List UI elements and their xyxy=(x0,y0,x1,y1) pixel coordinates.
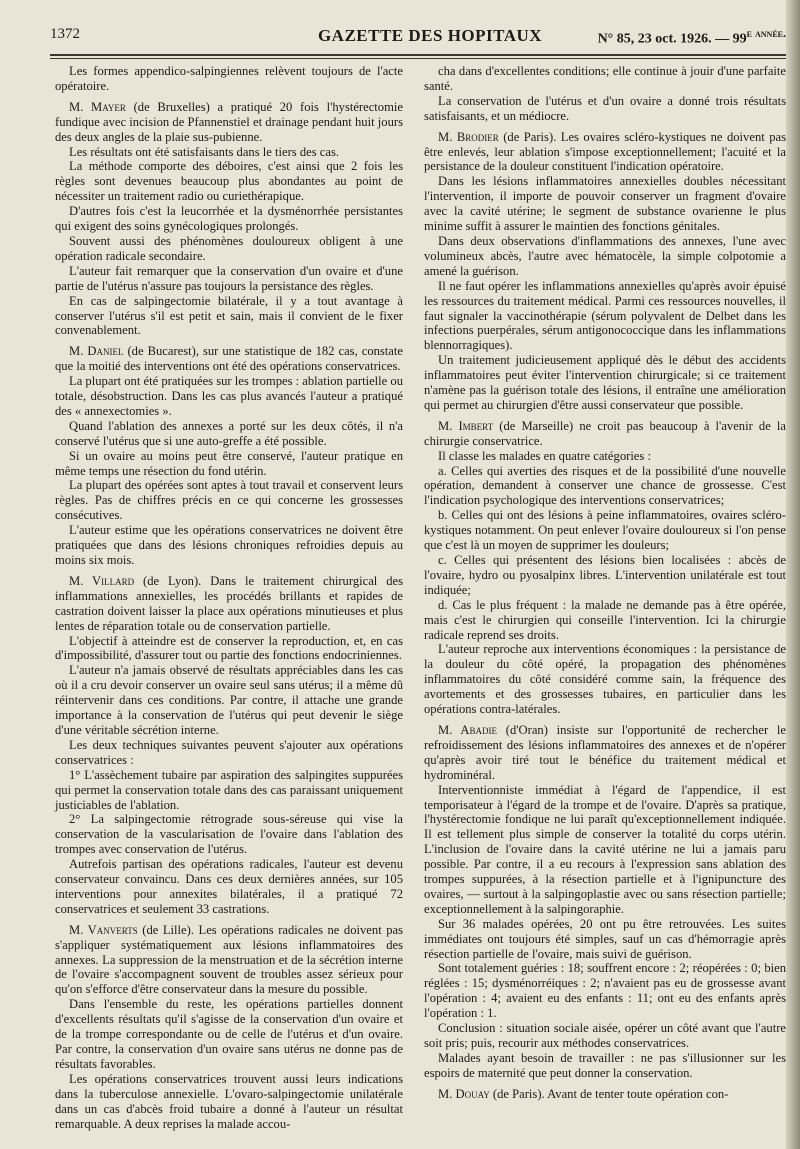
issue-info xyxy=(598,26,786,48)
paragraph xyxy=(424,1051,786,1081)
paragraph-text: (de Paris). Avant de tenter toute opération con- xyxy=(489,1086,729,1101)
paragraph-text: Autrefois partisan des opérations radicales, l'auteur est devenu conservateur convaincu. Dans ces deux dernières années, sur 105 interventions pour annexites bilatérales, il a pratiqué 72 conservatrices et seulement 33 castrations. xyxy=(55,857,403,916)
paragraph xyxy=(424,508,786,553)
paragraph xyxy=(424,464,786,509)
paragraph xyxy=(424,1087,786,1102)
paragraph-text: L'auteur estime que les opérations conservatrices ne doivent être pratiquées que dans des lésions chroniques refroidies depuis au moins six mois. xyxy=(55,523,403,567)
paragraph-text: (de Bruxelles) a pratiqué 20 fois l'hystérectomie fundique avec incision de Pfannenstiel et drainage pendant huit jours des deux angles de la plaie sus-pubienne. xyxy=(55,99,403,144)
paragraph xyxy=(424,917,786,962)
author-name: M. Abadie xyxy=(438,722,498,737)
paragraph-text: Dans les lésions inflammatoires annexielles doubles nécessitant l'intervention, il importe de pouvoir conserver un fragment d'ovaire avec la cavité utérine; le segment de substance ovarienne le plus minime suffit à assurer le maintien des fonctions génitales. xyxy=(424,174,786,234)
paragraph-text: (d'Oran) insiste sur l'opportunité de rechercher le refroidissement des lésions inflammatoires des annexes et de n'opérer qu'après avoir tiré tout le bénéfice du traitement médical et hydrominéral. xyxy=(424,722,786,782)
paragraph-text: La plupart des opérées sont aptes à tout travail et conservent leurs règles. Pas de chiffres précis en ce qui concerne les grossesses consécutives. xyxy=(55,478,403,523)
paragraph-text: Dans l'ensemble du reste, les opérations partielles donnent d'excellents résultats qu'il s'agisse de la conservation d'un ovaire et de la trompe correspondante ou de celle de l'utérus et d'un ovaire. Par contre, la conservation d'un ovaire sans utérus ne donne pas de résultats favorables. xyxy=(55,997,403,1071)
paragraph-text: a. Celles qui averties des risques et de la possibilité d'une nouvelle opération, demandent à conserver une chance de grossesse. C'est l'indication psychologique des interventions conservatrices; xyxy=(424,463,786,508)
paragraph-text: Sur 36 malades opérées, 20 ont pu être retrouvées. Les suites immédiates ont toujours été simples, sauf un cas d'hémorragie après résection partielle de l'ovaire, mais suivi de guérison. xyxy=(424,916,786,961)
paragraph xyxy=(424,419,786,449)
paragraph-text: Sont totalement guéries : 18; souffrent encore : 2; réopérées : 0; bien réglées : 15; dysménorréiques : 2; n'avaient pas eu de grossesse avant l'opération : 4; avaient eu des enfants : 11; ont eu des enfants après l'opération : 1. xyxy=(424,961,786,1021)
paragraph-text: D'autres fois c'est la leucorrhée et la dysménorrhée persistantes qui exigent des soins gynécologiques prolongés. xyxy=(55,204,403,234)
paragraph-text: Dans deux observations d'inflammations des annexes, l'une avec volumineux abcès, l'autre avec hématocèle, la simple colpotomie a amené la guérison. xyxy=(424,233,786,278)
paragraph xyxy=(424,94,786,124)
paragraph-text: Malades ayant besoin de travailler : ne pas s'illusionner sur les espoirs de maternité que peut donner la conservation. xyxy=(424,1050,786,1080)
right-column xyxy=(424,64,786,1102)
paragraph xyxy=(55,523,403,568)
paragraph-text: Interventionniste immédiat à l'égard de l'appendice, il est temporisateur à l'égard de la trompe et de l'ovaire. D'après sa pratique, l'hystérectomie fondique ne lui paraît qu'exceptionnellement indiquée. Il est tellement plus simple de conserver la totalité du corps utérin. L'inclusion de l'ovaire dans la cavité utérine ne lui a jamais paru possible. Par contre, il a eu recours à l'expression sans ablation des trompes suppurées, à la résection partielle et à l'ignipuncture des ovaires, — surtout à la salpingoplastie avec ou sans résection partielle; exceptionnellement à la salpingoraphie. xyxy=(424,782,786,916)
paragraph xyxy=(424,598,786,643)
paragraph-text: La méthode comporte des déboires, c'est ainsi que 2 fois les règles sont devenues beaucoup plus abondantes au point de nécessiter un traitement radio ou curiethérapique. xyxy=(55,159,403,204)
page-header xyxy=(50,26,786,52)
left-column xyxy=(55,64,403,1131)
paragraph-text: Les résultats ont été satisfaisants dans le tiers des cas. xyxy=(69,144,339,159)
paragraph xyxy=(55,478,403,523)
paragraph xyxy=(55,234,403,264)
paragraph-text: Un traitement judicieusement appliqué dès le début des accidents inflammatoires peut éviter l'intervention chirurgicale; si ce traitement n'amène pas la guérison totale des lésions, il entraîne une amélioration qui permet au chirurgien d'être aussi conservateur que possible. xyxy=(424,353,786,412)
paragraph-text: Souvent aussi des phénomènes douloureux obligent à une opération radicale secondaire. xyxy=(55,233,403,263)
paragraph xyxy=(55,923,403,998)
journal-title: GAZETTE DES HOPITAUX xyxy=(317,26,543,45)
paragraph xyxy=(55,419,403,449)
paragraph xyxy=(55,100,403,145)
paragraph-text: L'auteur n'a jamais observé de résultats appréciables dans les cas où il a cru devoir conserver un ovaire seul sans utérus; il a même dû réintervenir dans ces conditions. Par contre, il attache une grande importance à la conservation de l'utérus qui peut devenir le siège d'une véritable sécrétion interne. xyxy=(55,663,403,737)
paragraph-text: c. Celles qui présentent des lésions bien localisées : abcès de l'ovaire, hydro ou pyosalpinx libres. L'intervention unilatérale est tout indiquée; xyxy=(424,553,786,597)
paragraph-text: L'auteur fait remarquer que la conservation d'un ovaire et d'une partie de l'utérus n'assure pas toujours la persistance des règles. xyxy=(55,263,403,293)
paragraph xyxy=(424,279,786,354)
author-name: M. Imbert xyxy=(438,418,494,433)
paragraph-text: La conservation de l'utérus et d'un ovaire a donné trois résultats satisfaisants, et un médiocre. xyxy=(424,93,786,123)
paragraph-text: (de Bucarest), sur une statistique de 182 cas, constate que la moitié des interventions ont été des opérations conservatrices. xyxy=(55,344,403,374)
paragraph-text: d. Cas le plus fréquent : la malade ne demande pas à être opérée, mais c'est le chirurgien qui conseille l'intervention. Ici la chirurgie radicale reprend ses droits. xyxy=(424,597,786,642)
paragraph xyxy=(55,204,403,234)
paragraph xyxy=(55,264,403,294)
paragraph-text: cha dans d'excellentes conditions; elle continue à jouir d'une parfaite santé. xyxy=(424,64,786,93)
paragraph-text: Les formes appendico-salpingiennes relèvent toujours de l'acte opératoire. xyxy=(55,64,403,93)
paragraph-text: Il ne faut opérer les inflammations annexielles qu'après avoir épuisé les ressources du traitement médical. Parmi ces ressources nouvelles, il faut signaler la vaccinothérapie (sérum polyvalent de Delbet dans les infections puerpérales, sérum antigonococcique dans les inflammations blennorragiques). xyxy=(424,278,786,353)
paragraph xyxy=(55,344,403,374)
paragraph-text: (de Lille). Les opérations radicales ne doivent pas s'appliquer systématiquement aux lésions inflammatoires des annexes. La suppression de la menstruation et de la sécrétion interne de l'ovaire s'accompagnent souvent de troubles assez sérieux pour qu'on s'efforce d'être conservateur dans la mesure du possible. xyxy=(55,922,404,997)
paragraph-text: 1° L'assèchement tubaire par aspiration des salpingites suppurées qui permet la conservation totale dans des cas paraissant uniquement justiciables de l'ablation. xyxy=(55,767,403,812)
paragraph xyxy=(55,1072,403,1132)
page-number: 1372 xyxy=(50,26,80,42)
paragraph-text: La plupart ont été pratiquées sur les trompes : ablation partielle ou totale, désobstruction. Dans les cas plus avancés l'auteur a pratiqué des « annexectomies ». xyxy=(55,374,403,418)
paragraph xyxy=(55,574,403,634)
paragraph xyxy=(55,64,403,94)
paragraph-text: (de Paris). Les ovaires scléro-kystiques ne doivent pas être enlevés, leur ablation s'impose exceptionnellement; l'acuité et la persistance de la douleur constituent l'indication opératoire. xyxy=(424,129,786,174)
author-name: M. Vanverts xyxy=(69,922,138,937)
header-rule xyxy=(50,54,786,59)
paragraph xyxy=(424,234,786,279)
author-name: M. Douay xyxy=(438,1086,490,1101)
paragraph-text: Quand l'ablation des annexes a porté sur les deux côtés, il n'a conservé l'utérus que si une auto-greffe a été possible. xyxy=(55,418,403,448)
author-name: M. Villard xyxy=(69,573,135,588)
paragraph-text: (de Lyon). Dans le traitement chirurgical des inflammations annexielles, les procédés brillants et rapides de castration doivent laisser la place aux opérations minutieuses et plus lentes de réparation totale ou de conservation partielle. xyxy=(55,573,404,633)
paragraph-text: Il classe les malades en quatre catégories : xyxy=(438,448,651,463)
paragraph xyxy=(55,997,403,1072)
paragraph xyxy=(424,723,786,783)
paragraph xyxy=(424,553,786,598)
author-name: M. Brodier xyxy=(438,129,499,144)
paragraph xyxy=(424,174,786,234)
author-name: M. Daniel xyxy=(69,344,124,359)
paragraph-text: Les opérations conservatrices trouvent aussi leurs indications dans la tuberculose annexielle. L'ovaro-salpingectomie unilatérale dans un cas d'abcès froid tubaire a donné à l'auteur un résultat remarquable. A deux reprises la malade accou- xyxy=(55,1071,403,1131)
paragraph-text: b. Celles qui ont des lésions à peine inflammatoires, ovaires scléro-kystiques notamment. On peut enlever l'ovaire douloureux si l'on pense que c'est là un moyen de supprimer les douleurs; xyxy=(424,508,786,553)
paragraph-text: En cas de salpingectomie bilatérale, il y a tout avantage à conserver l'utérus s'il est petit et sain, mais il convient de le fixer convenablement. xyxy=(55,293,403,338)
paragraph-text: Les deux techniques suivantes peuvent s'ajouter aux opérations conservatrices : xyxy=(55,737,403,767)
paragraph-text: Conclusion : situation sociale aisée, opérer un côté avant que l'autre soit pris; puis, recourir aux méthodes conservatrices. xyxy=(424,1021,786,1050)
paragraph xyxy=(424,64,786,94)
paragraph xyxy=(55,857,403,917)
paragraph xyxy=(424,961,786,1021)
paragraph xyxy=(55,634,403,664)
issue-year-suffix: e année. xyxy=(746,26,786,40)
paragraph xyxy=(55,812,403,857)
paragraph-text: L'auteur reproche aux interventions économiques : la persistance de la douleur du côté opéré, la propagation des phénomènes inflammatoires du côté considéré comme sain, la fréquence des avortements et des grossesses tubaires, en particulier dans les opérations contra-latérales. xyxy=(424,642,786,717)
paragraph-text: L'objectif à atteindre est de conserver la reproduction, et, en cas d'impossibilité, d'assurer tout ou partie des fonctions endocriniennes. xyxy=(55,633,403,663)
paragraph xyxy=(55,374,403,419)
page-edge-shadow xyxy=(786,0,800,1149)
paragraph xyxy=(424,783,786,917)
paragraph xyxy=(55,768,403,813)
paragraph xyxy=(424,642,786,717)
paragraph xyxy=(55,145,403,160)
paragraph xyxy=(55,159,403,204)
author-name: M. Mayer xyxy=(69,99,126,114)
paragraph-text: Si un ovaire au moins peut être conservé, l'auteur pratique en même temps une résection du fond utérin. xyxy=(55,448,403,478)
paragraph-text: (de Marseille) ne croit pas beaucoup à l'avenir de la chirurgie conservatrice. xyxy=(424,418,787,448)
issue-number-date: N° 85, 23 oct. 1926. — 99 xyxy=(597,31,747,47)
paragraph xyxy=(55,663,403,738)
paragraph-text: 2° La salpingectomie rétrograde sous-séreuse qui vise la conservation de la vascularisation de l'ovaire dans l'ablation des trompes avec conservation de l'utérus. xyxy=(55,812,403,857)
paragraph xyxy=(55,449,403,479)
paragraph xyxy=(55,294,403,339)
paragraph xyxy=(55,738,403,768)
paragraph xyxy=(424,353,786,413)
paragraph xyxy=(424,449,786,464)
paragraph xyxy=(424,1021,786,1051)
paragraph xyxy=(424,130,786,175)
